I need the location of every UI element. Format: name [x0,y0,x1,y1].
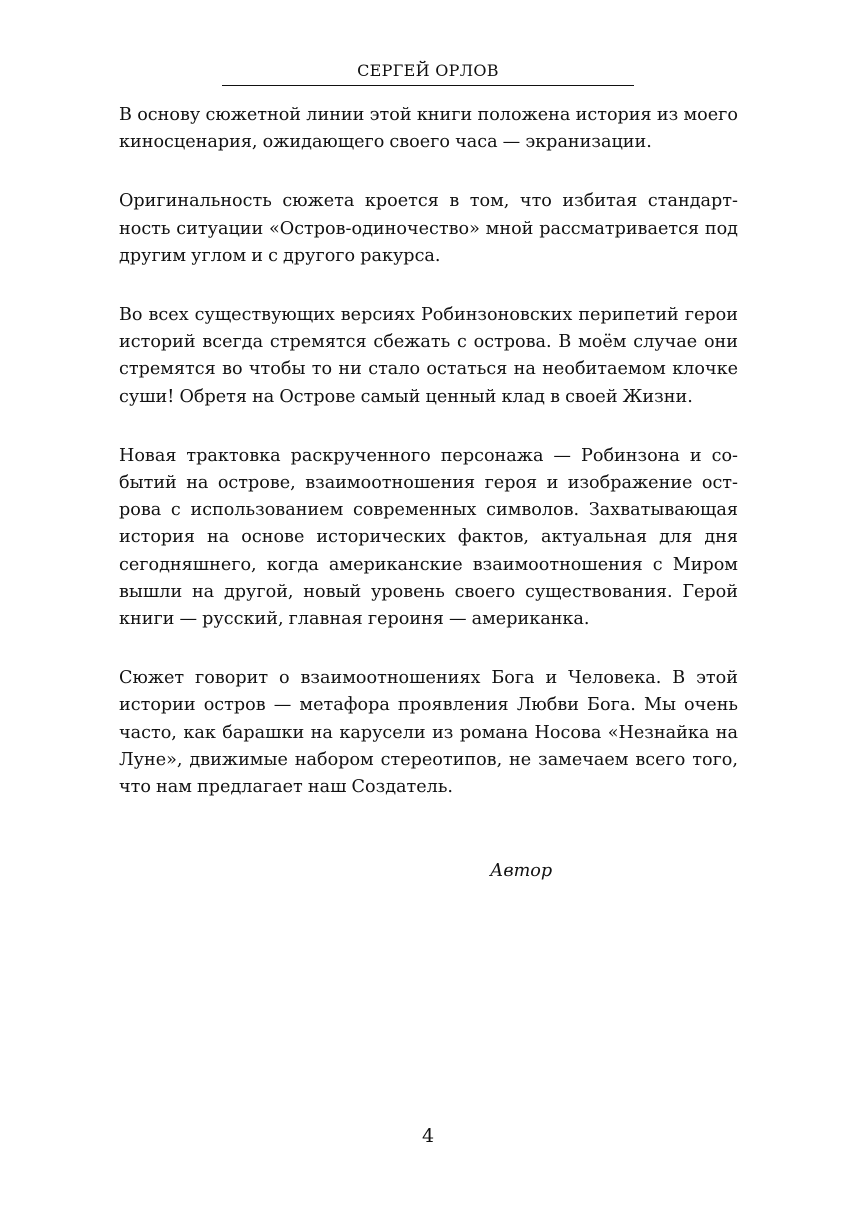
paragraph-4: Новая трактовка раскрученного персонажа — Робинзона и событий на острове, взаимоотношения героя и изображение острова с использованием современных символов. Захватывающая история на основе исторических фактов, актуальная для дня сегодняшнего, когда американские взаимоотношения с Миром вышли на другой, новый уровень своего существования. Герой книги — русский, главная героиня — американка. [119,445,738,630]
paragraph-1: В основу сюжетной линии этой книги положена история из моего киносценария, ожидающего своего часа — экранизации. [119,105,738,153]
paragraph-2: Оригинальность сюжета кроется в том, что избитая стандартность ситуации «Остров-одиночество» мной рассматривается под другим углом и с другого ракурса. [119,191,738,266]
running-header-title: СЕРГЕЙ ОРЛОВ [222,60,634,86]
author-signature: Автор [490,861,553,881]
paragraph-3: Во всех существующих версиях Робинзоновских перипетий герои историй всегда стремятся сбежать с острова. В моём случае они стремятся во чтобы то ни стало остаться на необитаемом клочке суши! Обретя на Острове самый ценный клад в своей Жизни. [119,305,738,407]
paragraph-5: Сюжет говорит о взаимоотношениях Бога и Человека. В этой истории остров — метафора проявления Любви Бога. Мы очень часто, как барашки на карусели из романа Носова «Незнайка на Луне», движимые набором стереотипов, не замечаем всего того, что нам предлагает наш Создатель. [119,668,738,798]
body-text [119,102,738,833]
page-number: 4 [421,1125,435,1147]
